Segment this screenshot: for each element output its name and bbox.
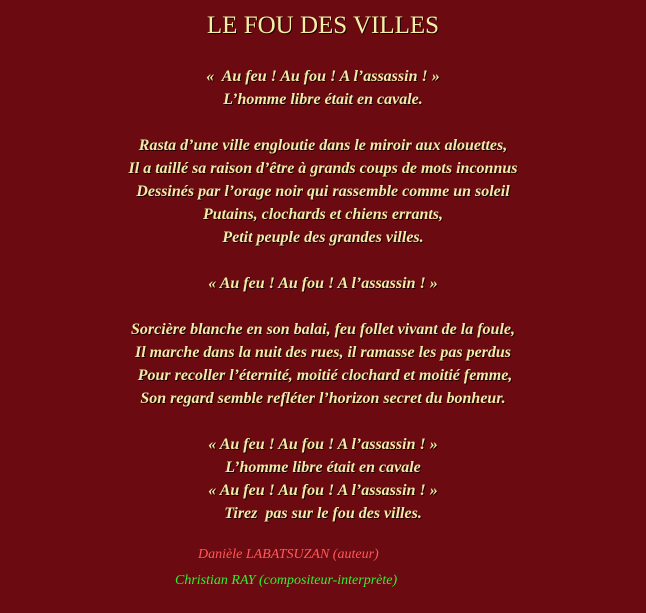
author-credit: Danièle LABATSUZAN (auteur) bbox=[198, 547, 379, 562]
poem-body bbox=[0, 65, 646, 548]
poem-line: Petit peuple des grandes villes. bbox=[222, 229, 424, 246]
poem-line: Pour recoller l’éternité, moitié clochard et moitié femme, bbox=[133, 367, 513, 384]
poem-line: L’homme libre était en cavale. bbox=[223, 91, 423, 108]
poem-line: Il marche dans la nuit des rues, il ramasse les pas perdus bbox=[134, 344, 512, 361]
stanza-1 bbox=[0, 65, 646, 111]
poem-line: « Au feu ! Au fou ! A l’assassin ! » bbox=[206, 68, 440, 85]
poem-line: L’homme libre était en cavale bbox=[225, 459, 421, 476]
poem-line: Rasta d’une ville engloutie dans le miroir aux alouettes, bbox=[138, 137, 508, 154]
poem-line: Son regard semble refléter l’horizon secret du bonheur. bbox=[140, 390, 506, 407]
poem-line: Dessinés par l’orage noir qui rassemble comme un soleil bbox=[136, 183, 510, 200]
stanza-2 bbox=[0, 134, 646, 249]
poem-line: « Au feu ! Au fou ! A l’assassin ! » bbox=[208, 482, 438, 499]
stanza-4 bbox=[0, 318, 646, 410]
poem-line: « Au feu ! Au fou ! A l’assassin ! » bbox=[208, 436, 438, 453]
poem-line: Sorcière blanche en son balai, feu follet vivant de la foule, bbox=[131, 321, 515, 338]
poem-line: « Au feu ! Au fou ! A l’assassin ! » bbox=[208, 275, 438, 292]
stanza-5 bbox=[0, 433, 646, 525]
poem-title: LE FOU DES VILLES bbox=[206, 12, 440, 39]
stanza-3-refrain bbox=[0, 272, 646, 295]
composer-credit: Christian RAY (compositeur-interprète) bbox=[175, 573, 398, 588]
poem-line: Putains, clochards et chiens errants, bbox=[202, 206, 444, 223]
poem-line: Il a taillé sa raison d’être à grands coups de mots inconnus bbox=[128, 160, 518, 177]
poem-line: Tirez pas sur le fou des villes. bbox=[224, 505, 422, 522]
